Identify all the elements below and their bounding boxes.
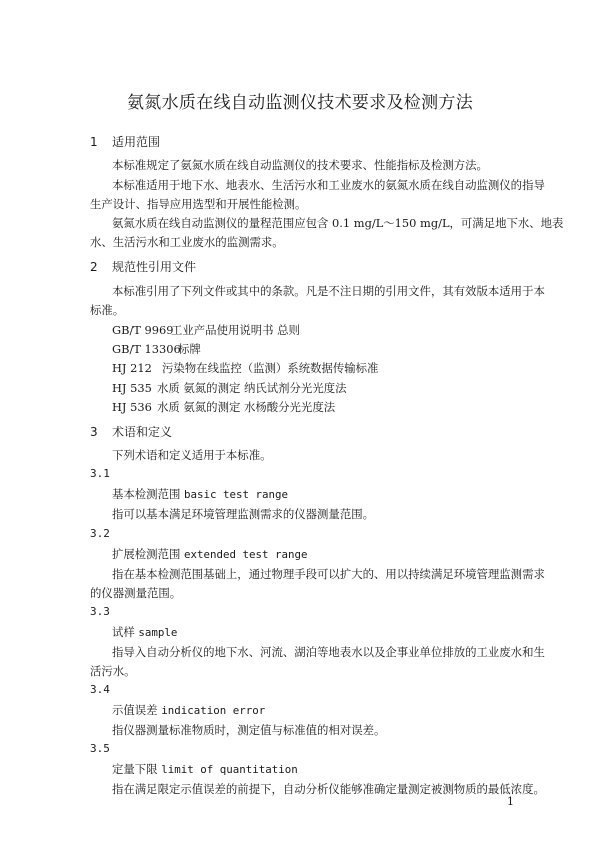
section-heading-2 <box>90 258 196 275</box>
reference-title: 水质 氨氮的测定 水杨酸分光光度法 <box>157 400 336 414</box>
term-heading <box>112 702 265 718</box>
page-number: 1 <box>507 795 514 808</box>
reference-item <box>112 380 347 396</box>
term-zh: 定量下限 <box>112 762 158 776</box>
term-definition-continuation: 的仪器测量范围。 <box>90 586 182 600</box>
reference-code: GB/T 13306 <box>112 342 181 356</box>
term-number: 3.4 <box>90 683 110 696</box>
term-heading <box>112 546 308 562</box>
paragraph: 下列术语和定义适用于本标准。 <box>112 448 272 462</box>
term-zh: 扩展检测范围 <box>112 547 181 561</box>
reference-item <box>112 399 335 415</box>
paragraph: 氨氮水质在线自动监测仪的量程范围应包含 0.1 mg/L～150 mg/L，可满足地下水、地表 <box>112 216 564 230</box>
term-definition-continuation: 活污水。 <box>90 664 136 678</box>
section-number: 1 <box>90 135 98 149</box>
term-zh: 试样 <box>112 625 135 639</box>
term-definition: 指在基本检测范围基础上，通过物理手段可以扩大的、用以持续满足环境管理监测需求 <box>112 567 545 581</box>
term-definition: 指可以基本满足环境管理监测需求的仪器测量范围。 <box>112 507 374 521</box>
section-heading-3 <box>90 423 172 440</box>
term-heading <box>112 486 288 502</box>
section-number: 3 <box>90 425 98 439</box>
reference-title: 水质 氨氮的测定 纳氏试剂分光光度法 <box>157 381 347 395</box>
paragraph-continuation: 生产设计、指导应用选型和开展性能检测。 <box>90 197 307 211</box>
term-heading <box>112 624 177 640</box>
paragraph-continuation: 水、生活污水和工业废水的监测需求。 <box>90 235 284 249</box>
term-number: 3.5 <box>90 742 110 755</box>
reference-code: HJ 212 <box>112 361 152 375</box>
term-definition: 指导入自动分析仪的地下水、河流、湖泊等地表水以及企事业单位排放的工业废水和生 <box>112 645 545 659</box>
paragraph: 本标准规定了氨氮水质在线自动监测仪的技术要求、性能指标及检测方法。 <box>112 158 488 172</box>
term-zh: 基本检测范围 <box>112 487 181 501</box>
reference-code: HJ 536 <box>112 400 152 414</box>
term-definition: 指仪器测量标准物质时，测定值与标准值的相对误差。 <box>112 723 386 737</box>
reference-code: GB/T 9969 <box>112 323 174 337</box>
term-en: indication error <box>161 704 266 717</box>
term-en: basic test range <box>183 488 288 501</box>
term-en: limit of quantitation <box>161 763 298 776</box>
section-title: 规范性引用文件 <box>112 260 197 274</box>
term-number: 3.3 <box>90 605 110 618</box>
term-number: 3.1 <box>90 467 110 480</box>
reference-code: HJ 535 <box>112 381 152 395</box>
term-definition: 指在满足限定示值误差的前提下，自动分析仪能够准确定量测定被测物质的最低浓度。 <box>112 782 545 796</box>
term-number: 3.2 <box>90 527 110 540</box>
reference-title: 工业产品使用说明书 总则 <box>171 323 300 337</box>
reference-item <box>112 322 300 338</box>
section-title: 适用范围 <box>112 135 161 149</box>
reference-item <box>112 341 201 357</box>
reference-title: 标牌 <box>178 342 201 356</box>
term-zh: 示值误差 <box>112 703 158 717</box>
term-en: sample <box>138 626 178 639</box>
section-heading-1 <box>90 133 160 150</box>
section-number: 2 <box>90 260 98 274</box>
section-title: 术语和定义 <box>112 425 173 439</box>
paragraph-continuation: 标准。 <box>90 303 125 317</box>
reference-item <box>112 360 378 376</box>
paragraph: 本标准引用了下列文件或其中的条款。凡是不注日期的引用文件，其有效版本适用于本 <box>112 284 545 298</box>
paragraph: 本标准适用于地下水、地表水、生活污水和工业废水的氨氮水质在线自动监测仪的指导 <box>112 178 545 192</box>
term-en: extended test range <box>183 548 308 561</box>
document-title: 氨氮水质在线自动监测仪技术要求及检测方法 <box>127 93 473 113</box>
term-heading <box>112 761 298 777</box>
reference-title: 污染物在线监控（监测）系统数据传输标准 <box>162 361 379 375</box>
